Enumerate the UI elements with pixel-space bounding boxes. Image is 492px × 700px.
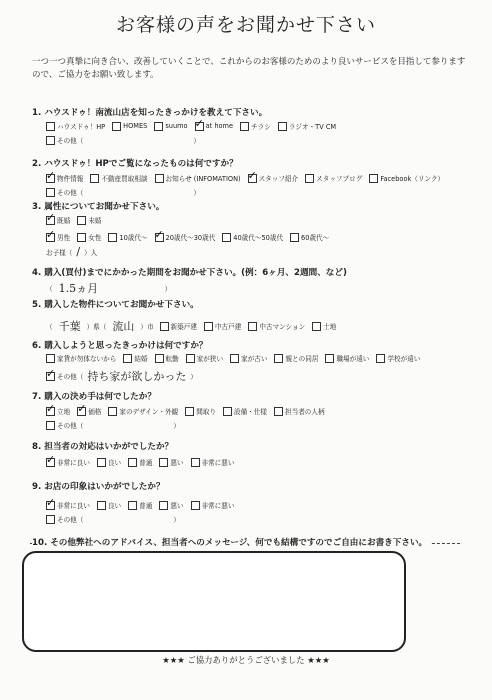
q6-checkbox-5[interactable] bbox=[274, 354, 283, 363]
q1-option-label: HOMES bbox=[123, 122, 148, 130]
q5-option-0[interactable] bbox=[160, 321, 197, 331]
q7-option-label: 立地 bbox=[57, 408, 71, 416]
q7-option-2[interactable] bbox=[108, 406, 178, 416]
q6-checkbox-6[interactable] bbox=[325, 354, 334, 363]
q5-option-1[interactable] bbox=[204, 321, 241, 331]
q2-option-1[interactable] bbox=[90, 173, 147, 183]
q7-other-checkbox[interactable] bbox=[46, 421, 55, 430]
q2-other-label: その他（ bbox=[57, 189, 84, 197]
q9-option-2[interactable] bbox=[128, 500, 152, 510]
q3-marital-checkbox-0[interactable] bbox=[46, 216, 55, 225]
q7-option-label: 設備・仕様 bbox=[234, 408, 268, 416]
q6-other-label: その他（ bbox=[57, 373, 84, 381]
q1-checkbox-2[interactable] bbox=[154, 122, 163, 131]
q1-option-0[interactable] bbox=[46, 121, 105, 131]
q1-checkbox-5[interactable] bbox=[278, 122, 287, 131]
q1-checkbox-1[interactable] bbox=[112, 122, 121, 131]
q9-checkbox-2[interactable] bbox=[128, 501, 137, 510]
q8-option-label: 非常に良い bbox=[57, 459, 90, 467]
q3-marital-option-1[interactable] bbox=[77, 215, 101, 225]
q8-option-3[interactable] bbox=[159, 457, 183, 467]
q5-checkbox-0[interactable] bbox=[160, 322, 169, 331]
q9-option-label: 良い bbox=[107, 502, 122, 510]
q5-option-label: 新築戸建 bbox=[170, 323, 197, 331]
q8-checkbox-2[interactable] bbox=[128, 458, 137, 467]
intro-text: 一つ一つ真摯に向き合い、改善していくことで、これからのお客様のためのより良いサービスを目指して参りますので、ご協力をお願い致します。 bbox=[32, 57, 466, 80]
q6-option-label: 家が古い bbox=[241, 355, 268, 363]
q5-option-label: 土地 bbox=[323, 323, 337, 331]
q5-prefecture[interactable]: 千葉 bbox=[58, 320, 81, 333]
q3-age-checkbox-1[interactable] bbox=[155, 233, 164, 242]
children-suffix: ）人 bbox=[84, 248, 98, 257]
q6-checkbox-7[interactable] bbox=[376, 354, 385, 363]
q9-checkbox-3[interactable] bbox=[159, 501, 168, 510]
q7-other-close: ） bbox=[173, 422, 180, 430]
q8-option-label: 悪い bbox=[170, 459, 184, 467]
q3-age-option-3[interactable] bbox=[290, 232, 329, 242]
q2-option-2[interactable] bbox=[155, 173, 241, 183]
q2-other-checkbox[interactable] bbox=[46, 188, 55, 197]
q9-option-3[interactable] bbox=[159, 500, 183, 510]
q2-other bbox=[46, 187, 200, 197]
q8-option-label: 良い bbox=[107, 459, 122, 467]
q6-option-label: 家が狭い bbox=[196, 355, 224, 363]
q6-other-value[interactable]: 持ち家が欲しかった bbox=[87, 370, 187, 383]
q3-age-option-label: 40歳代〜50歳代 bbox=[233, 234, 284, 242]
q2-checkbox-0[interactable] bbox=[46, 174, 55, 183]
q9-options bbox=[46, 500, 242, 510]
q2-option-5[interactable] bbox=[369, 173, 444, 183]
q7-option-label: 担当者の人柄 bbox=[285, 408, 325, 416]
q7-label: 7. 購入の決め手は何でしたか？ bbox=[32, 392, 156, 402]
q1-checkbox-3[interactable] bbox=[195, 122, 204, 131]
q3-gender-checkbox-1[interactable] bbox=[77, 233, 86, 242]
q8-checkbox-4[interactable] bbox=[191, 458, 200, 467]
q1-checkbox-4[interactable] bbox=[240, 122, 249, 131]
q7-other-label: その他（ bbox=[57, 422, 84, 430]
q1-option-label: at home bbox=[205, 122, 234, 130]
q4-answer-row: （ 1.5ヵ月 ） bbox=[46, 282, 172, 295]
q5-checkbox-2[interactable] bbox=[248, 322, 257, 331]
q8-checkbox-1[interactable] bbox=[97, 458, 106, 467]
q1-other-label: その他（ bbox=[57, 137, 84, 145]
q2-option-label: スタッフ紹介 bbox=[258, 175, 299, 183]
q9-other-label: その他（ bbox=[57, 516, 84, 524]
q3-gender-checkbox-0[interactable] bbox=[46, 233, 55, 242]
q5-option-2[interactable] bbox=[248, 321, 305, 331]
q6-option-label: 家賃が勿体ないから bbox=[57, 355, 117, 363]
q9-label: 9. お店の印象はいかがでしたか？ bbox=[32, 482, 165, 492]
q1-other-close: ） bbox=[193, 137, 200, 145]
q2-option-0[interactable] bbox=[46, 173, 83, 183]
q7-checkbox-3[interactable] bbox=[185, 407, 194, 416]
q6-option-0[interactable] bbox=[46, 353, 116, 363]
q1-other-checkbox[interactable] bbox=[46, 136, 55, 145]
q6-option-1[interactable] bbox=[123, 353, 147, 363]
q3-age-option-1[interactable] bbox=[155, 232, 216, 242]
q5-pref-suffix: ）県（ bbox=[86, 323, 107, 331]
q7-option-label: 間取り bbox=[196, 408, 217, 416]
q9-option-4[interactable] bbox=[191, 500, 235, 510]
q6-other bbox=[46, 368, 197, 384]
q9-option-1[interactable] bbox=[97, 500, 121, 510]
q6-checkbox-0[interactable] bbox=[46, 354, 55, 363]
q6-other-checkbox[interactable] bbox=[46, 372, 55, 381]
q3-gender-option-label: 女性 bbox=[88, 234, 102, 242]
q2-checkbox-1[interactable] bbox=[90, 174, 99, 183]
q4-answer[interactable]: 1.5ヵ月 bbox=[58, 282, 99, 295]
q6-option-7[interactable] bbox=[376, 353, 420, 363]
q5-option-label: 中古戸建 bbox=[214, 323, 242, 331]
q6-checkbox-2[interactable] bbox=[155, 354, 164, 363]
q1-option-5[interactable] bbox=[278, 121, 336, 131]
q6-option-6[interactable] bbox=[325, 353, 369, 363]
q3-age-option-label: 10歳代〜 bbox=[119, 234, 148, 242]
q9-option-label: 非常に良い bbox=[57, 502, 90, 510]
q6-option-4[interactable] bbox=[230, 353, 267, 363]
q1-option-label: チラシ bbox=[251, 123, 271, 131]
q7-checkbox-1[interactable] bbox=[77, 407, 86, 416]
q3-children bbox=[46, 245, 97, 258]
q3-age-option-2[interactable] bbox=[222, 232, 283, 242]
q6-option-label: 転勤 bbox=[165, 355, 179, 363]
q6-option-3[interactable] bbox=[186, 353, 223, 363]
q3-label: 3. 属性についてお聞かせ下さい。 bbox=[32, 202, 165, 212]
q6-option-2[interactable] bbox=[155, 353, 179, 363]
q2-option-4[interactable] bbox=[305, 173, 362, 183]
q7-other bbox=[46, 420, 180, 430]
q9-checkbox-1[interactable] bbox=[97, 501, 106, 510]
q7-option-5[interactable] bbox=[274, 406, 325, 416]
q7-option-4[interactable] bbox=[223, 406, 267, 416]
q3-gender-option-label: 男性 bbox=[57, 234, 71, 242]
q8-option-2[interactable] bbox=[128, 457, 152, 467]
q6-checkbox-4[interactable] bbox=[230, 354, 239, 363]
q5-city-suffix: ）市 bbox=[140, 323, 154, 331]
q1-option-3[interactable] bbox=[195, 122, 233, 131]
q2-option-label: 不動産買取相談 bbox=[101, 175, 148, 183]
q5-city[interactable]: 流山 bbox=[112, 320, 135, 333]
q3-gender-age bbox=[46, 232, 336, 242]
q1-other bbox=[46, 135, 200, 145]
q2-option-label: Facebook（リンク） bbox=[380, 175, 445, 183]
q9-checkbox-4[interactable] bbox=[191, 501, 200, 510]
q7-checkbox-0[interactable] bbox=[46, 407, 55, 416]
q2-checkbox-2[interactable] bbox=[155, 174, 164, 183]
q8-option-label: 非常に悪い bbox=[201, 459, 235, 467]
q3-marital-option-0[interactable] bbox=[46, 215, 70, 225]
q3-marital-checkbox-1[interactable] bbox=[77, 216, 86, 225]
q8-options bbox=[46, 457, 242, 467]
q9-other bbox=[46, 514, 180, 524]
q2-options bbox=[46, 173, 451, 183]
q1-option-label: suumo bbox=[165, 122, 188, 130]
q6-options bbox=[46, 353, 427, 363]
q2-checkbox-5[interactable] bbox=[369, 174, 378, 183]
q2-option-label: 物件情報 bbox=[57, 175, 84, 183]
q3-age-checkbox-0[interactable] bbox=[108, 233, 117, 242]
q3-age-option-label: 20歳代〜30歳代 bbox=[165, 234, 216, 242]
q8-checkbox-0[interactable] bbox=[46, 458, 55, 467]
q9-option-0[interactable] bbox=[46, 500, 90, 510]
q5-checkbox-3[interactable] bbox=[312, 322, 321, 331]
q1-checkbox-0[interactable] bbox=[46, 122, 55, 131]
q1-option-2[interactable] bbox=[154, 122, 187, 131]
q7-checkbox-4[interactable] bbox=[223, 407, 232, 416]
q3-marital bbox=[46, 215, 108, 225]
q6-checkbox-1[interactable] bbox=[123, 354, 132, 363]
q1-option-label: ハウスドゥ！HP bbox=[57, 123, 106, 131]
q8-option-1[interactable] bbox=[97, 457, 121, 467]
q2-option-label: お知らせ (INFOMATION) bbox=[165, 175, 241, 183]
q8-option-4[interactable] bbox=[191, 457, 235, 467]
q6-option-label: 結婚 bbox=[134, 355, 148, 363]
comment-textarea[interactable] bbox=[22, 551, 406, 652]
q3-age-option-label: 60歳代〜 bbox=[301, 234, 330, 242]
q2-checkbox-4[interactable] bbox=[305, 174, 314, 183]
q2-option-3[interactable] bbox=[248, 173, 299, 183]
q6-checkbox-3[interactable] bbox=[186, 354, 195, 363]
q8-label: 8. 担当者の対応はいかがでしたか？ bbox=[32, 442, 174, 452]
children-value[interactable]: / bbox=[76, 245, 81, 258]
q6-option-5[interactable] bbox=[274, 353, 318, 363]
page-title: お客様の声をお聞かせ下さい bbox=[115, 14, 376, 36]
q10-label: 10. その他弊社へのアドバイス、担当者へのメッセージ、何でも結構ですのでご自由にお書き下さい。 bbox=[32, 536, 431, 548]
q6-option-label: 親との同居 bbox=[285, 355, 319, 363]
q3-marital-option-label: 既婚 bbox=[57, 217, 71, 225]
q2-checkbox-3[interactable] bbox=[248, 174, 257, 183]
q2-label: 2. ハウスドゥ！HPでご覧になったものは何ですか？ bbox=[32, 159, 238, 169]
q9-option-label: 悪い bbox=[170, 502, 184, 510]
q2-other-close: ） bbox=[193, 189, 200, 197]
q3-age-checkbox-3[interactable] bbox=[290, 233, 299, 242]
q1-option-4[interactable] bbox=[240, 121, 271, 131]
children-prefix: お子様（ bbox=[46, 248, 73, 257]
q3-age-option-0[interactable] bbox=[108, 232, 147, 242]
q3-gender-option-0[interactable] bbox=[46, 232, 70, 242]
q7-option-1[interactable] bbox=[77, 406, 101, 416]
q7-options bbox=[46, 406, 332, 416]
q6-option-label: 学校が遠い bbox=[387, 355, 421, 363]
q8-option-label: 普通 bbox=[139, 459, 153, 467]
q7-option-label: 価格 bbox=[88, 408, 102, 416]
q8-checkbox-3[interactable] bbox=[159, 458, 168, 467]
q3-age-checkbox-2[interactable] bbox=[222, 233, 231, 242]
q5-answer-row: （ 千葉 ）県（ 流山 ）市 新築戸建 中古戸建 中古マンション 土地 bbox=[46, 320, 337, 333]
q1-options bbox=[46, 121, 343, 131]
q7-checkbox-5[interactable] bbox=[274, 407, 283, 416]
q5-option-label: 中古マンション bbox=[259, 323, 306, 331]
q5-checkbox-1[interactable] bbox=[204, 322, 213, 331]
q4-label: 4. 購入(買付)までにかかった期間をお聞かせ下さい。(例：6ヶ月、2週間、など) bbox=[32, 268, 347, 278]
q5-label: 5. 購入した物件についてお聞かせ下さい。 bbox=[32, 300, 199, 310]
q7-option-label: 家のデザイン・外観 bbox=[119, 408, 179, 416]
q9-checkbox-0[interactable] bbox=[46, 501, 55, 510]
q9-other-close: ） bbox=[173, 516, 180, 524]
q9-option-label: 非常に悪い bbox=[201, 502, 235, 510]
q1-option-1[interactable] bbox=[112, 122, 147, 131]
q9-other-checkbox[interactable] bbox=[46, 515, 55, 524]
q1-label: 1. ハウスドゥ！南流山店を知ったきっかけを教えて下さい。 bbox=[32, 108, 268, 118]
q1-option-label: ラジオ・TV CM bbox=[288, 123, 337, 131]
q7-option-0[interactable] bbox=[46, 406, 70, 416]
q5-option-3[interactable] bbox=[312, 321, 336, 331]
q3-marital-option-label: 未婚 bbox=[88, 217, 102, 225]
q9-option-label: 普通 bbox=[139, 502, 153, 510]
q6-option-label: 職場が遠い bbox=[336, 355, 370, 363]
q6-label: 6. 購入しようと思ったきっかけは何ですか？ bbox=[32, 341, 208, 351]
q7-option-3[interactable] bbox=[185, 406, 216, 416]
q8-option-0[interactable] bbox=[46, 457, 90, 467]
q3-gender-option-1[interactable] bbox=[77, 232, 101, 242]
q7-checkbox-2[interactable] bbox=[108, 407, 117, 416]
thanks-message: ★★★ ご協力ありがとうございました ★★★ bbox=[162, 655, 330, 665]
q2-option-label: スタッフブログ bbox=[316, 175, 363, 183]
q6-other-close: ） bbox=[190, 373, 197, 381]
